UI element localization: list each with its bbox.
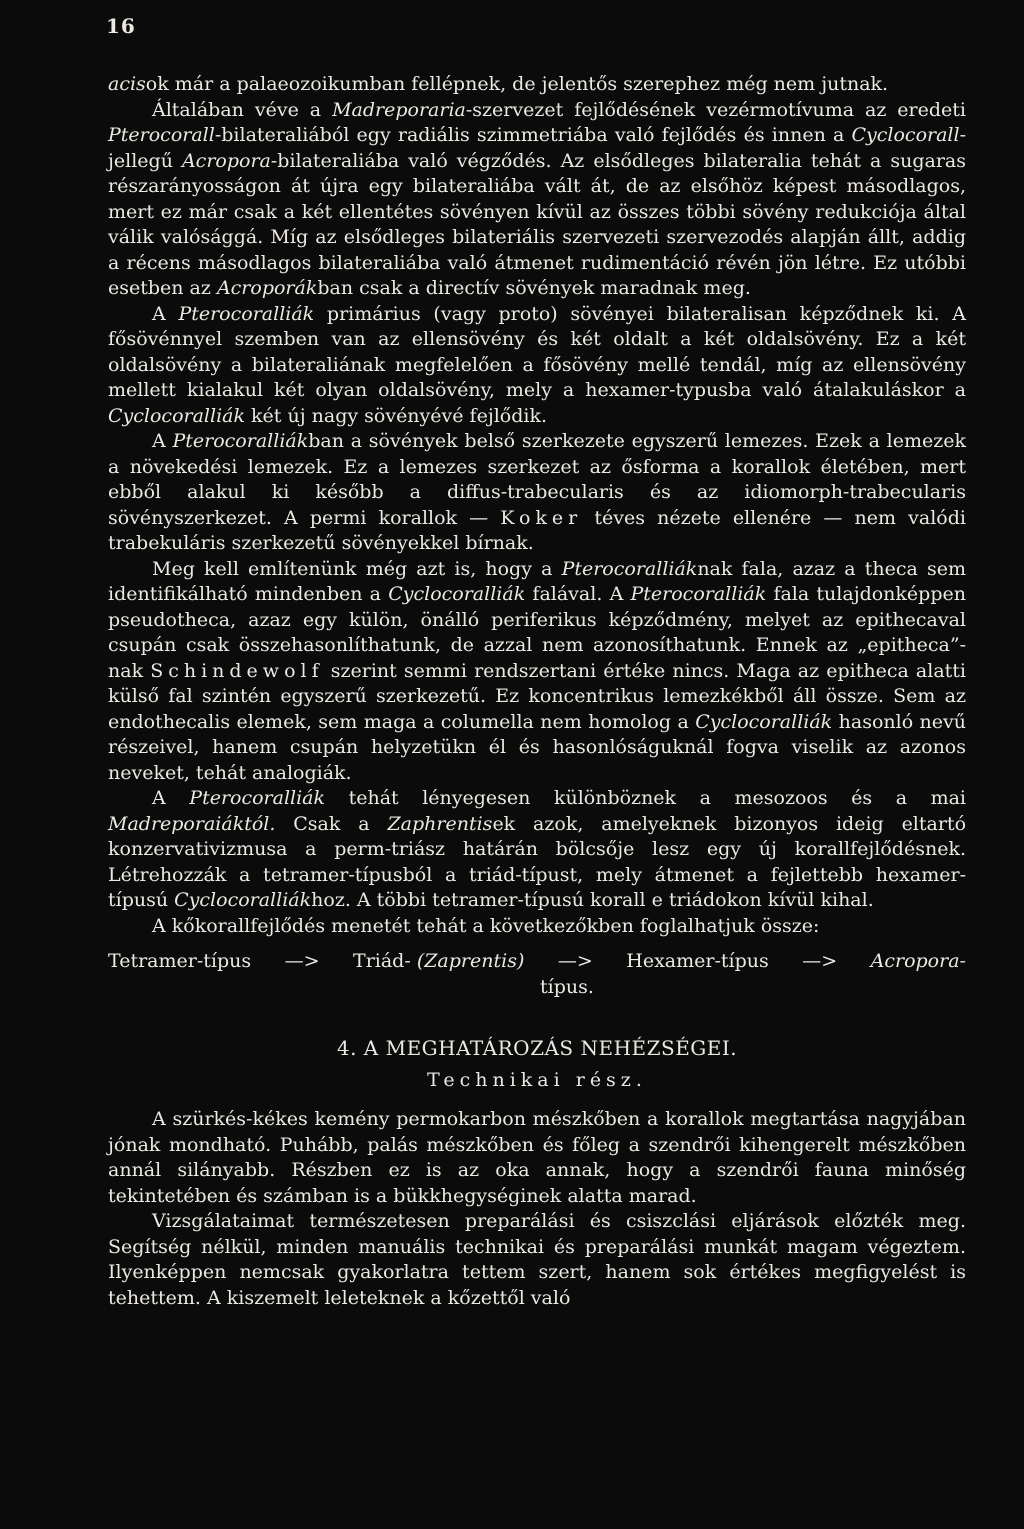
text-run: szerint semmi rendszertani értéke nincs. Maga az epitheca alatti külső fal szintén egyszerű szerkezetű. Ez koncentrikus lemezkékből áll össze. Sem az endothecalis elemek, sem maga a columella nem homolog a [108, 659, 966, 733]
text-run: -bilateraliából egy radiális szimmetriába való fejlődés és innen a [214, 124, 852, 146]
paragraphs-top [108, 72, 966, 939]
paragraph [108, 72, 966, 98]
text-run: Meg kell említenünk még azt is, hogy a [152, 557, 562, 580]
italic-term: Cyclocoralliák [388, 583, 526, 605]
italic-term: Pterocoralliák [189, 787, 326, 809]
italic-term: Pterocorall [108, 124, 215, 146]
text-run: -bilateraliába való végződés. Az elsődleges bilateralia tehát a sugaras részarányosságon át újra egy bilateraliába vált át, de az elsőhöz képest másodlagos, mert ez már csak a két ellentétes sövényen kívül az összes többi sövény redukciója által válik valósággá. Míg az elsődleges bilateriális szervezeti szervezodés alapján állt, addig a récens másodlagos bilateraliába való átmenet rudimentáció révén jön létre. Ez utóbbi esetben az [108, 149, 966, 299]
scheme-step-tetramer: Tetramer-típus [108, 950, 252, 972]
scheme-line [108, 949, 966, 975]
text-run: Csak a [275, 812, 388, 835]
italic-term: Pterocoralliák [178, 302, 315, 325]
scheme-arrow: —> [557, 950, 593, 972]
text-run: A [152, 302, 179, 325]
italic-term: Zaphrentis [387, 812, 493, 835]
italic-term: Cyclocoralliák [695, 710, 833, 733]
italic-term: Pterocoralliák [561, 557, 698, 580]
italic-term: Madreporaria [332, 98, 466, 121]
italic-term: acis [108, 73, 146, 95]
scheme-step-triad-label: Triád- [353, 950, 411, 972]
scheme-step-acropora: Acropora- [870, 950, 966, 972]
page-number: 16 [106, 14, 136, 38]
italic-term: Madreporaiáktól. [108, 812, 276, 835]
text-run: két új nagy sövényévé fejlődik. [245, 404, 548, 427]
text-run: -szervezet fejlődésének vezérmotívuma az eredeti [465, 98, 967, 121]
text-run: ok már a palaeozoikumban fellépnek, de jelentős szerephez még nem jutnak. [145, 73, 889, 95]
paragraph [108, 98, 966, 302]
text-run: primárius (vagy proto) sövényei bilateralisan képződnek ki. A fősövénnyel szemben van az ellensövény és két oldalt a két oldalsövény. Ez a két oldalsövény a bilateraliának megfelelően a fősövény mellé tendál, míg az ellensövény mellett kialakul két olyan oldalsövény, mely a hexamer-typusba való átalakuláskor a [108, 302, 966, 401]
text-run: téves nézete ellenére — nem valódi trabekuláris szerkezetű sövényekkel bírnak. [108, 506, 966, 554]
scheme-arrow: —> [802, 950, 838, 972]
text-run: ban csak a directív sövények maradnak meg. [317, 277, 751, 299]
italic-term: Cyclocoralliák [108, 404, 245, 427]
scheme-step-triad-note: (Zaprentis) [416, 950, 525, 972]
text-run: nak fala, azaz a theca sem identifikálható mindenben a [108, 557, 966, 605]
paragraph [108, 302, 966, 430]
italic-term: Acroporák [216, 277, 318, 299]
text-run: hasonló nevű részeivel, hanem csupán helyzetükn él és hasonlóságuknál fogva viselik az azonos neveket, tehát analogiák. [108, 710, 967, 784]
development-scheme [108, 949, 966, 1000]
text-run: A kőkorallfejlődés menetét tehát a következőkben foglalhatjuk össze: [152, 914, 820, 937]
paragraph [108, 557, 966, 787]
text-run: ek azok, amelyeknek bizonyos ideig eltartó konzervativizmusa a perm-triász határán bölcsője lesz egy új korallfejlődésnek. Létrehozzák a tetramer-típusból a triád-típust, mely átmenet a fejlettebb hexamer-típusú [108, 812, 967, 911]
subsection-title: Technikai rész. [427, 1068, 647, 1091]
italic-term: Cyclocorall [851, 124, 960, 146]
italic-term: Cyclocoralliák [174, 889, 312, 911]
paragraph [108, 1209, 966, 1311]
text-run: Vizsgálataimat természetesen preparálási és csiszclási eljárások előzték meg. Segítség nélkül, minden manuális technikai és preparálási munkát magam végeztem. Ilyenképpen nemcsak gyakorlatra tettem szert, hanem sok értékes megfigyelést is tehettem. A kiszemelt leleteknek a kőzettől való [108, 1210, 966, 1309]
text-run: A szürkés-kékes kemény permokarbon mészkőben a korallok megtartása nagyjában jónak mondható. Puhább, palás mészkőben és főleg a szendrői kihengerelt mészkőben annál silányabb. Részben ez is az oka annak, hogy a szendrői fauna minőség tekintetében és számban is a bükkhegységinek alatta marad. [108, 1108, 966, 1207]
author-name: Koker [500, 506, 583, 529]
paragraph [108, 786, 966, 914]
scheme-step-triad [353, 949, 524, 975]
text-run: hoz. A többi tetramer-típusú korall e triádokon kívül kihal. [311, 889, 874, 911]
section-title: 4. A MEGHATÁROZÁS NEHÉZSÉGEI. [336, 1036, 738, 1060]
text-run: -jellegű [108, 124, 966, 172]
text-run: tehát lényegesen különböznek a mesozoos és a mai [325, 787, 966, 809]
paragraph [108, 1107, 966, 1209]
paragraph [108, 429, 966, 557]
text-run: Általában véve a [152, 98, 333, 121]
text-run: fala tulajdonképpen pseudotheca, azaz egy külön, önálló periferikus képződmény, melyet az epithecaval csupán csak összehasonlíthatunk, de azzal nem azonosíthatunk. Ennek az „epitheca”-nak [108, 583, 966, 682]
scheme-step-hexamer: Hexamer-típus [626, 950, 769, 972]
italic-term: Pterocoralliák [630, 583, 767, 605]
author-name: Schindewolf [150, 659, 324, 682]
italic-term: Acropora [181, 149, 271, 172]
body-text [108, 72, 966, 1311]
scheme-step-acropora-tail: típus. [540, 975, 594, 998]
text-run: ban a sövények belső szerkezete egyszerű lemezes. Ezek a lemezek a növekedési lemezek. Ez a lemezes szerkezet az ősforma a korallok életében, mert ebből alakul ki később a diffus-trabecularis és az idiomorph-trabecularis sövényszerkezet. A permi korallok — [108, 430, 966, 529]
text-run: A [152, 787, 190, 809]
text-run: falával. A [525, 583, 631, 605]
scheme-arrow: —> [284, 950, 320, 972]
italic-term: Pterocoralliák [172, 430, 309, 452]
text-run: A [152, 430, 173, 452]
paragraph [108, 914, 966, 940]
paragraphs-bottom [108, 1107, 966, 1311]
